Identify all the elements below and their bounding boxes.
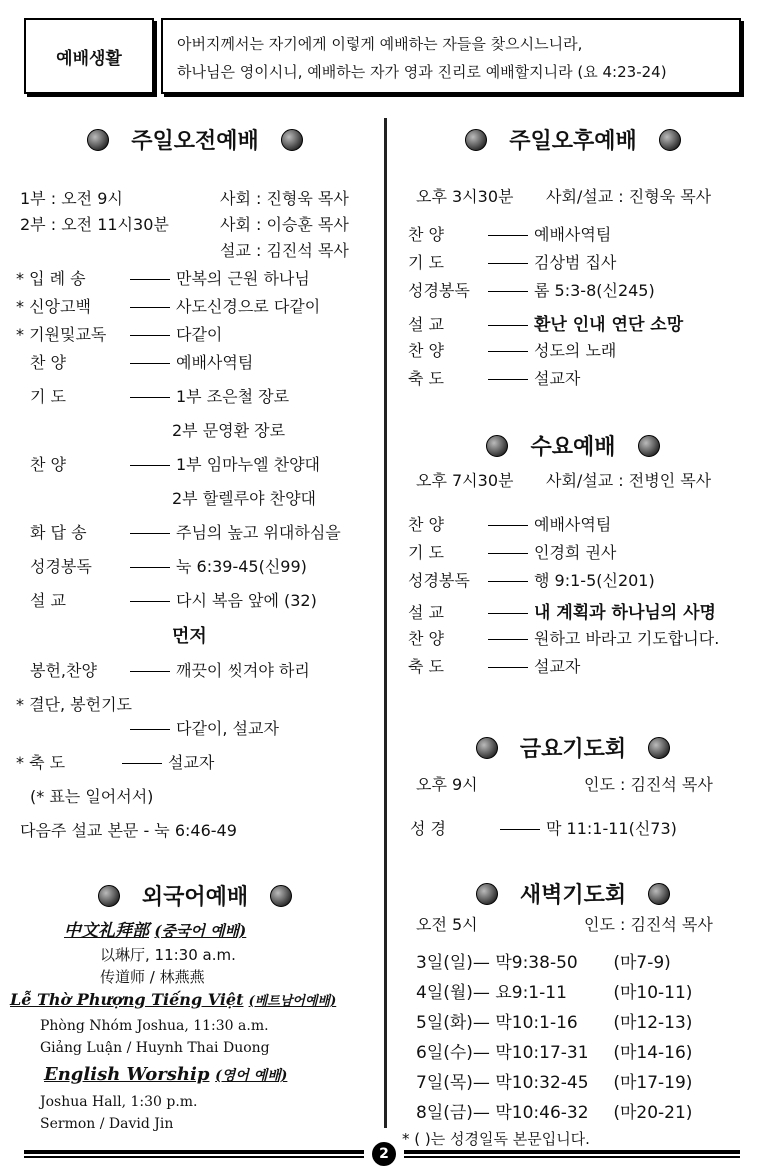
list-item: 4일(월)— 요9:1-11 (마10-11) — [416, 983, 693, 1003]
page-number: 2 — [372, 1142, 396, 1166]
bullet-icon — [648, 737, 670, 759]
friday-title — [398, 732, 748, 763]
dawn-title — [398, 878, 748, 909]
list-item: 8일(금)— 막10:46-32 (마20-21) — [416, 1103, 693, 1123]
list-item: 찬 양 예배사역팀 — [30, 353, 254, 372]
svc1-leader: 사회 : 진형욱 목사 — [220, 189, 349, 208]
offering-row: 봉헌,찬양 깨끗이 씻겨야 하리 — [30, 661, 310, 680]
list-item: 3일(일)— 막9:38-50 (마7-9) — [416, 953, 671, 973]
list-item: 설 교 다시 복음 앞에 (32) — [30, 591, 317, 610]
list-item: 찬 양 성도의 노래 — [408, 341, 617, 360]
english-line-1: Joshua Hall, 1:30 p.m. — [40, 1094, 198, 1110]
list-item: 2부 문영환 장로 — [172, 421, 286, 440]
sunday-am-title — [20, 124, 370, 155]
bullet-icon — [659, 129, 681, 151]
wednesday-title — [398, 430, 748, 461]
decision-label: * 결단, 봉헌기도 — [16, 695, 132, 714]
section-label-box — [24, 18, 154, 94]
list-item: 6일(수)— 막10:17-31 (마14-16) — [416, 1043, 693, 1063]
viet-line-1: Phòng Nhóm Joshua, 11:30 a.m. — [40, 1018, 269, 1034]
dawn-time: 오전 5시 — [416, 915, 478, 934]
list-item: 설 교 환난 인내 연단 소망 — [408, 315, 684, 335]
list-item: 2부 할렐루야 찬양대 — [172, 489, 316, 508]
list-item: 찬 양 1부 임마누엘 찬양대 — [30, 455, 320, 474]
list-item: 찬 양 원하고 바라고 기도합니다. — [408, 629, 720, 648]
list-item: 찬 양 예배사역팀 — [408, 515, 612, 534]
foreign-title-text: 외국어예배 — [141, 885, 249, 910]
english-heading: English Worship (영어 예배) — [44, 1064, 288, 1085]
verse-line-1: 아버지께서는 자기에게 이렇게 예배하는 자들을 찾으시느니라, — [177, 35, 583, 53]
list-item: 기 도 김상범 집사 — [408, 253, 617, 272]
sunday-pm-title-text: 주일오후예배 — [509, 129, 637, 154]
chinese-line-1: 以琳厅, 11:30 a.m. — [100, 946, 236, 964]
bullet-icon — [476, 883, 498, 905]
bullet-icon — [476, 737, 498, 759]
list-item: 기 도 인경희 권사 — [408, 543, 617, 562]
english-line-2: Sermon / David Jin — [40, 1116, 174, 1132]
wednesday-title-text: 수요예배 — [530, 435, 616, 460]
chinese-line-2: 传道师 / 林燕燕 — [100, 968, 205, 986]
bullet-icon — [465, 129, 487, 151]
bullet-icon — [98, 885, 120, 907]
dawn-title-text: 새벽기도회 — [519, 883, 627, 908]
list-item: * 기원및교독 다같이 — [16, 325, 223, 344]
bullet-icon — [486, 435, 508, 457]
footer-rule-left — [24, 1150, 364, 1158]
section-label: 예배생활 — [56, 48, 122, 69]
list-item: * 신앙고백 사도신경으로 다같이 — [16, 297, 321, 316]
wed-time: 오후 7시30분 — [416, 471, 514, 490]
chinese-heading: 中文礼拜部 (중국어 예배) — [64, 921, 247, 941]
bullet-icon — [638, 435, 660, 457]
fri-scripture: 성 경 막 11:1-11(신73) — [410, 819, 677, 838]
svc2-time: 2부 : 오전 11시30분 — [20, 215, 169, 234]
dawn-note: * ( )는 성경일독 본문입니다. — [402, 1130, 590, 1148]
viet-heading: Lễ Thờ Phượng Tiếng Việt (베트남어예배) — [10, 990, 337, 1009]
foreign-title — [20, 880, 370, 911]
list-item: 축 도 설교자 — [408, 657, 581, 676]
list-item: 화 답 송 주님의 높고 위대하심을 — [30, 523, 341, 542]
friday-title-text: 금요기도회 — [519, 737, 627, 762]
fri-leader: 인도 : 김진석 목사 — [584, 775, 713, 794]
viet-line-2: Giảng Luận / Huynh Thai Duong — [40, 1040, 270, 1056]
list-item: 설 교 내 계획과 하나님의 사명 — [408, 603, 716, 623]
column-divider — [384, 118, 387, 1128]
sermon-subtitle: 먼저 — [172, 626, 207, 647]
bullet-icon — [270, 885, 292, 907]
pm-time: 오후 3시30분 — [416, 187, 514, 206]
footer-rule-right — [404, 1150, 740, 1158]
sunday-pm-title — [398, 124, 748, 155]
bullet-icon — [281, 129, 303, 151]
list-item: * 입 례 송 만복의 근원 하나님 — [16, 269, 310, 288]
verse-line-2: 하나님은 영이시니, 예배하는 자가 영과 진리로 예배할지니라 (요 4:23-24) — [177, 63, 667, 81]
decision-row: 다같이, 설교자 — [124, 716, 279, 739]
svc1-time: 1부 : 오전 9시 — [20, 189, 123, 208]
verse-box — [161, 18, 741, 94]
list-item: 기 도 1부 조은철 장로 — [30, 387, 290, 406]
stand-note: (* 표는 일어서서) — [30, 787, 154, 806]
pm-leader: 사회/설교 : 진형욱 목사 — [546, 187, 712, 206]
fri-time: 오후 9시 — [416, 775, 478, 794]
list-item: 성경봉독 롬 5:3-8(신245) — [408, 281, 655, 300]
list-item: 찬 양 예배사역팀 — [408, 225, 612, 244]
bullet-icon — [648, 883, 670, 905]
list-item: 7일(목)— 막10:32-45 (마17-19) — [416, 1073, 693, 1093]
list-item: 5일(화)— 막10:1-16 (마12-13) — [416, 1013, 693, 1033]
wed-leader: 사회/설교 : 전병인 목사 — [546, 471, 712, 490]
benediction-row: * 축 도 설교자 — [16, 753, 215, 772]
list-item: 성경봉독 행 9:1-5(신201) — [408, 571, 655, 590]
next-week-sermon: 다음주 설교 본문 - 눅 6:46-49 — [20, 821, 237, 840]
list-item: 성경봉독 눅 6:39-45(신99) — [30, 557, 307, 576]
am-preacher: 설교 : 김진석 목사 — [220, 241, 349, 260]
list-item: 축 도 설교자 — [408, 369, 581, 388]
sunday-am-title-text: 주일오전예배 — [131, 129, 259, 154]
svc2-leader: 사회 : 이승훈 목사 — [220, 215, 349, 234]
dawn-leader: 인도 : 김진석 목사 — [584, 915, 713, 934]
bullet-icon — [87, 129, 109, 151]
